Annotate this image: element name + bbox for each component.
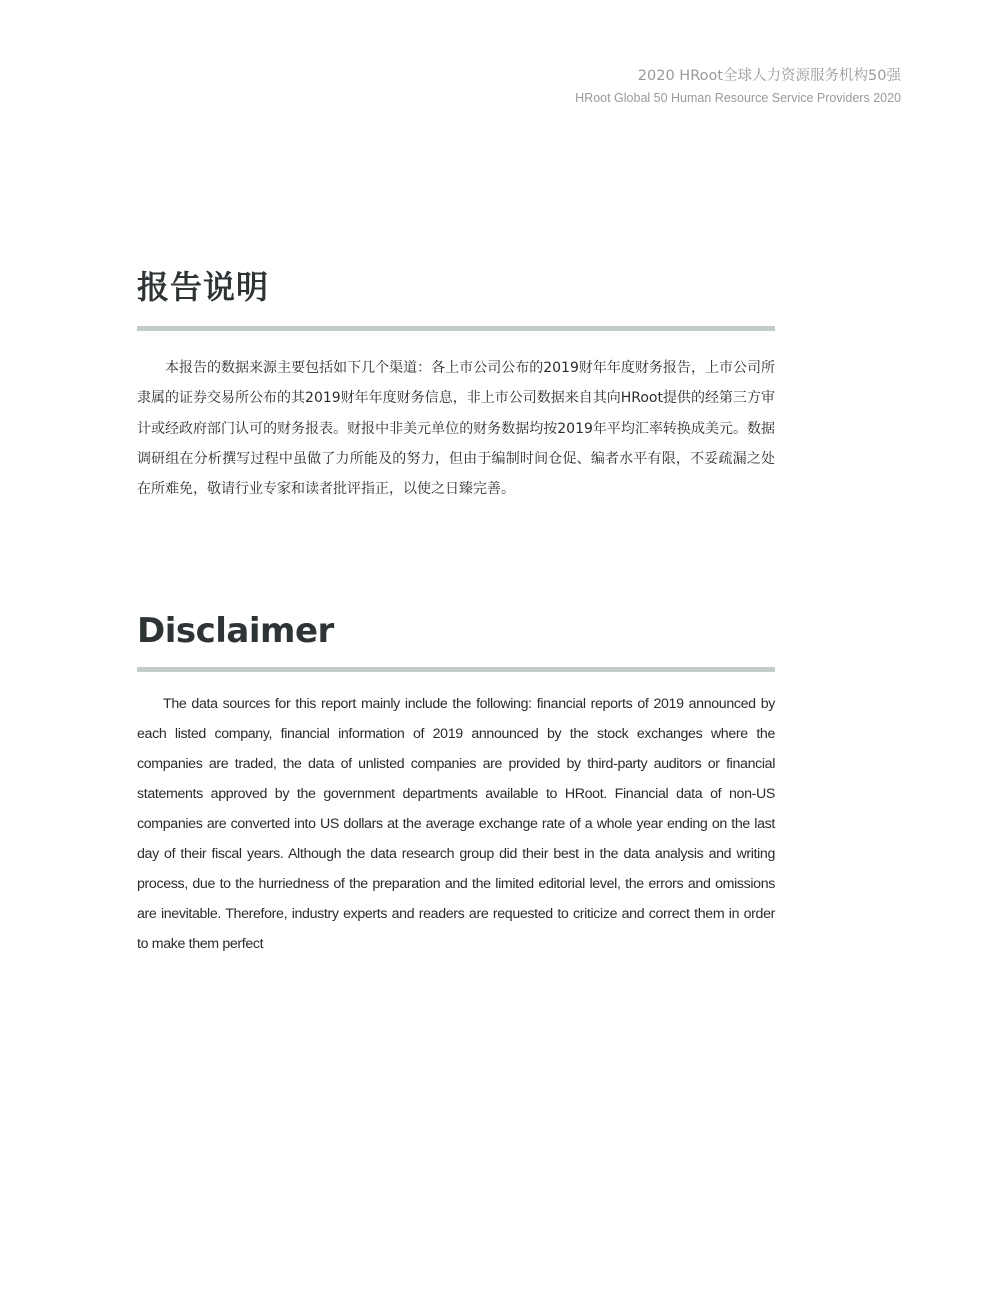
- report-note-divider: [137, 326, 775, 331]
- disclaimer-divider: [137, 667, 775, 672]
- disclaimer-heading: Disclaimer: [137, 611, 334, 651]
- report-note-section: [137, 262, 775, 504]
- disclaimer-section: [137, 606, 775, 959]
- header-title-zh: 2020 HRoot全球人力资源服务机构50强: [637, 68, 901, 84]
- report-note-body: 本报告的数据来源主要包括如下几个渠道：各上市公司公布的2019财年年度财务报告，上市公司所隶属的证券交易所公布的其2019财年年度财务信息，非上市公司数据来自其向HRoot提供的经第三方审计或经政府部门认可的财务报表。财报中非美元单位的财务数据均按2019年平均汇率转换成美元。数据调研组在分析撰写过程中虽做了力所能及的努力，但由于编制时间仓促、编者水平有限，不妥疏漏之处在所难免，敬请行业专家和读者批评指正，以使之日臻完善。: [137, 360, 775, 498]
- header-title-en: HRoot Global 50 Human Resource Service Providers 2020: [575, 91, 901, 105]
- running-header: [575, 66, 901, 108]
- report-note-heading: 报告说明: [137, 268, 270, 306]
- disclaimer-body: The data sources for this report mainly include the following: financial reports of 2019 announced by each listed company, financial information of 2019 announced by the stock exchanges where the companies are traded, the data of unlisted companies are provided by third-party auditors or financial statements approved by the government departments available to HRoot. Financial data of non-US companies are converted into US dollars at the average exchange rate of a whole year ending on the last day of their fiscal years. Although the data research group did their best in the data analysis and writing process, due to the hurriedness of the preparation and the limited editorial level, the errors and omissions are inevitable. Therefore, industry experts and readers are requested to criticize and correct them in order to make them perfect: [137, 696, 775, 952]
